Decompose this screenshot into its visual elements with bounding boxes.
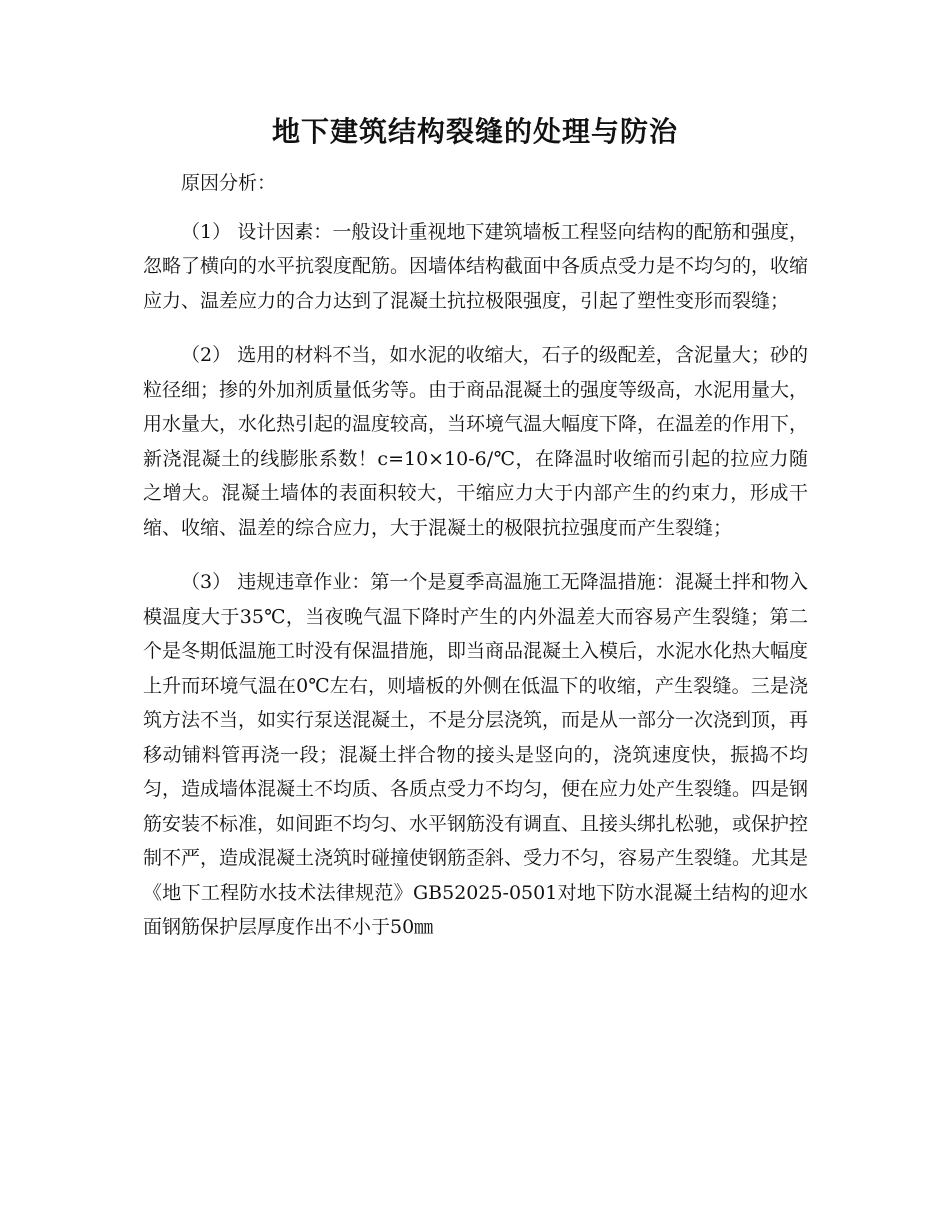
paragraph-2 bbox=[143, 338, 808, 545]
paragraph-1 bbox=[143, 215, 808, 319]
paragraph-text: 选用的材料不当，如水泥的收缩大，石子的级配差，含泥量大；砂的粒径细；掺的外加剂质量低劣等。由于商品混凝土的强度等级高，水泥用量大，用水量大，水化热引起的温度较高，当环境气温大幅度下降，在温差的作用下，新浇混凝土的线膨胀系数！c=10×10-6/℃，在降温时收缩而引起的拉应力随之增大。混凝土墙体的表面积较大，干缩应力大于内部产生的约束力，形成干缩、收缩、温差的综合应力，大于混凝土的极限抗拉强度而产生裂缝； bbox=[143, 344, 809, 539]
intro-heading: 原因分析： bbox=[181, 172, 277, 194]
paragraph-text: 设计因素：一般设计重视地下建筑墙板工程竖向结构的配筋和强度，忽略了横向的水平抗裂度配筋。因墙体结构截面中各质点受力是不均匀的，收缩应力、温差应力的合力达到了混凝土抗拉极限强度，引起了塑性变形而裂缝； bbox=[143, 220, 809, 312]
paragraph-3 bbox=[143, 565, 808, 945]
document-title: 地下建筑结构裂缝的处理与防治 bbox=[271, 115, 678, 148]
paragraph-number: （2） bbox=[181, 344, 232, 366]
paragraph-number: （1） bbox=[181, 220, 232, 243]
paragraph-text: 违规违章作业：第一个是夏季高温施工无降温措施：混凝土拌和物入模温度大于35℃，当夜晚气温下降时产生的内外温差大而容易产生裂缝；第二个是冬期低温施工时没有保温措施，即当商品混凝土入模后，水泥水化热大幅度上升而环境气温在0℃左右，则墙板的外侧在低温下的收缩，产生裂缝。三是浇筑方法不当，如实行泵送混凝土，不是分层浇筑，而是从一部分一次浇到顶，再移动铺料管再浇一段；混凝土拌合物的接头是竖向的，浇筑速度快，振捣不均匀，造成墙体混凝土不均质、各质点受力不均匀，便在应力处产生裂缝。四是钢筋安装不标准，如间距不均匀、水平钢筋没有调直、且接头绑扎松驰，或保护控制不严，造成混凝土浇筑时碰撞使钢筋歪斜、受力不匀，容易产生裂缝。尤其是《地下工程防水技术法律规范》GB52025-0501对地下防水混凝土结构的迎水面钢筋保护层厚度作出不小于50㎜ bbox=[143, 571, 809, 938]
document-body bbox=[143, 166, 808, 965]
paragraph-number: （3） bbox=[181, 571, 232, 593]
